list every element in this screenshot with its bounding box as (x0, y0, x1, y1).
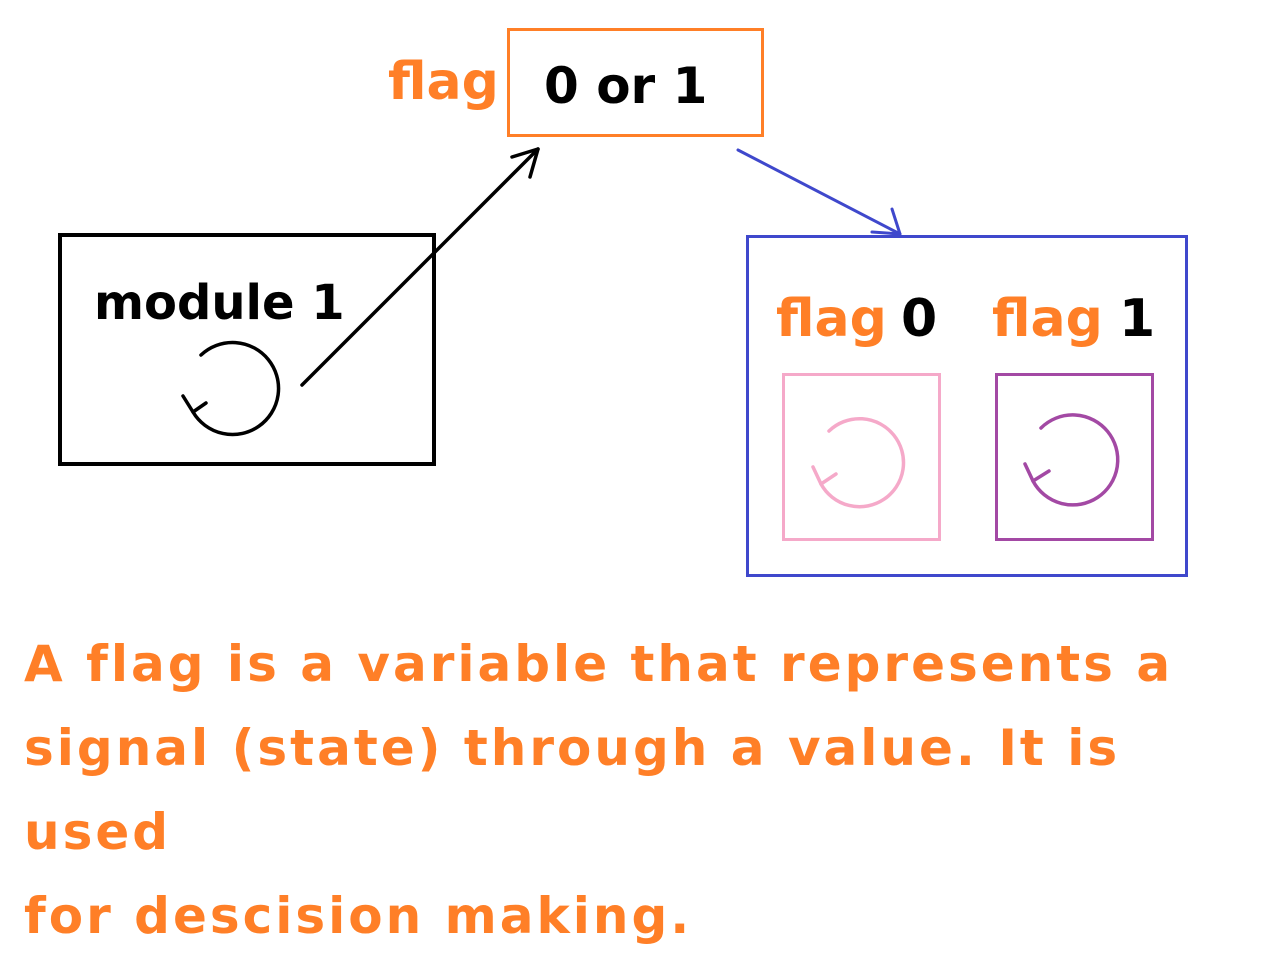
branch-0-box (782, 373, 941, 541)
branch-1-value: 1 (1119, 289, 1156, 349)
caption-line-2: signal (state) through a value. It is used (24, 719, 1121, 861)
branch-1-box (995, 373, 1154, 541)
branch-0-value: 0 (901, 289, 938, 349)
caption-line-3: for descision making. (24, 887, 693, 945)
flag-to-decision-arrow (738, 150, 900, 234)
flag-label: flag (388, 52, 499, 112)
caption-line-1: A flag is a variable that represents a (24, 635, 1174, 693)
branch-1-flag-label: flag (992, 289, 1103, 349)
branch-0-flag-label: flag (776, 289, 887, 349)
definition-caption (24, 622, 1244, 958)
module-1-box (58, 233, 436, 466)
flag-variable-box (507, 28, 764, 137)
flag-value: 0 or 1 (544, 57, 708, 115)
module-title: module 1 (94, 275, 345, 331)
